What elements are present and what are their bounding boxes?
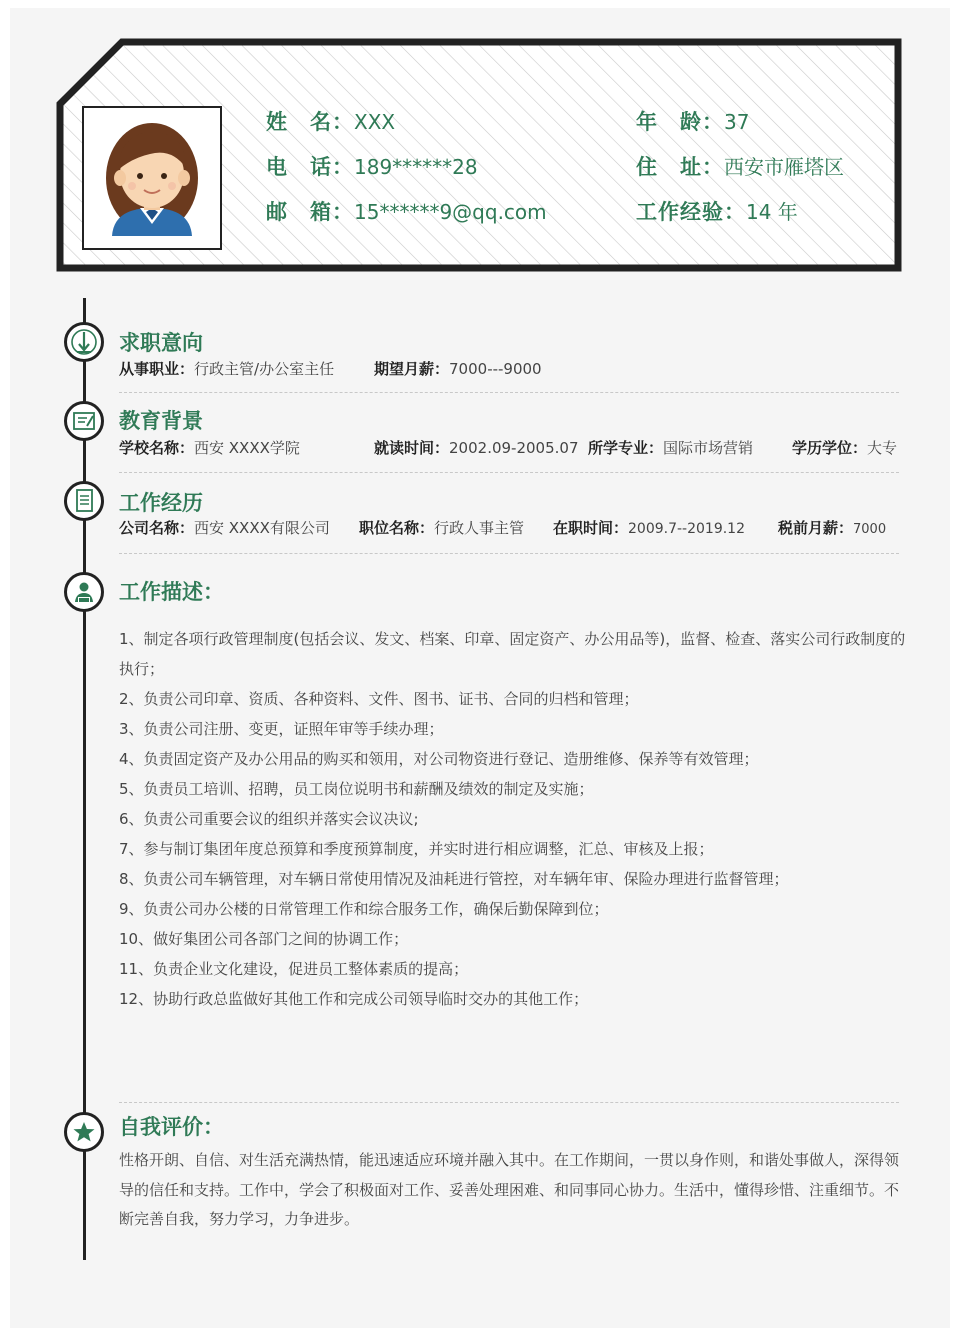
study-period-field: 就读时间：2002.09-2005.07 [374, 439, 579, 457]
occupation-field: 从事职业：行政主管/办公室主任 [119, 360, 335, 378]
work-title: 工作经历 [119, 491, 203, 515]
person-icon [64, 572, 104, 612]
list-item: 12、协助行政总监做好其他工作和完成公司领导临时交办的其他工作； [119, 990, 589, 1008]
pre-tax-salary-field: 税前月薪：7000 [778, 519, 887, 537]
work-description-list [119, 624, 909, 1014]
list-item: 10、做好集团公司各部门之间的协调工作； [119, 930, 409, 948]
divider [119, 553, 899, 554]
name-value: XXX [354, 110, 396, 134]
education-title: 教育背景 [119, 409, 203, 433]
phone-row: 电 话：189******28 [266, 155, 478, 179]
certificate-icon [64, 401, 104, 441]
document-icon [64, 481, 104, 521]
expected-salary-field: 期望月薪：7000---9000 [374, 360, 542, 378]
avatar [82, 106, 222, 250]
experience-value: 14 年 [746, 200, 798, 224]
degree-field: 学历学位：大专 [792, 439, 898, 457]
divider [119, 472, 899, 473]
list-item: 4、负责固定资产及办公用品的购买和领用，对公司物资进行登记、造册维修、保养等有效管理； [119, 750, 759, 768]
self-evaluation-title: 自我评价： [119, 1115, 224, 1139]
tenure-field: 在职时间：2009.7--2019.12 [553, 519, 745, 537]
list-item: 3、负责公司注册、变更，证照年审等手续办理； [119, 720, 444, 738]
age-value: 37 [724, 110, 750, 134]
job-intention-title: 求职意向 [119, 331, 203, 355]
list-item: 1、制定各项行政管理制度(包括会议、发文、档案、印章、固定资产、办公用品等)，监督、检查、落实公司行政制度的执行； [119, 630, 906, 678]
list-item: 11、负责企业文化建设，促进员工整体素质的提高； [119, 960, 469, 978]
major-field: 所学专业：国际市场营销 [588, 439, 754, 457]
list-item: 5、负责员工培训、招聘，员工岗位说明书和薪酬及绩效的制定及实施； [119, 780, 594, 798]
experience-row: 工作经验：14 年 [636, 200, 798, 224]
divider [119, 392, 899, 393]
compass-icon [64, 322, 104, 362]
email-row: 邮 箱：15******9@qq.com [266, 200, 547, 224]
address-row: 住 址：西安市雁塔区 [636, 155, 844, 179]
work-description-title: 工作描述： [119, 580, 224, 604]
list-item: 9、负责公司办公楼的日常管理工作和综合服务工作，确保后勤保障到位； [119, 900, 609, 918]
star-icon [64, 1112, 104, 1152]
school-field: 学校名称：西安 XXXX学院 [119, 439, 300, 457]
list-item: 2、负责公司印章、资质、各种资料、文件、图书、证书、合同的归档和管理； [119, 690, 639, 708]
divider [119, 1102, 899, 1103]
age-row: 年 龄：37 [636, 110, 750, 134]
name-row: 姓 名：XXX [266, 110, 396, 134]
phone-value: 189******28 [354, 155, 478, 179]
list-item: 8、负责公司车辆管理，对车辆日常使用情况及油耗进行管控，对车辆年审、保险办理进行监督管理； [119, 870, 789, 888]
company-field: 公司名称：西安 XXXX有限公司 [119, 519, 330, 537]
email-value: 15******9@qq.com [354, 200, 547, 224]
position-field: 职位名称：行政人事主管 [359, 519, 525, 537]
list-item: 6、负责公司重要会议的组织并落实会议决议; [119, 810, 419, 828]
self-evaluation-text: 性格开朗、自信、对生活充满热情，能迅速适应环境并融入其中。在工作期间，一贯以身作则，和谐处事做人，深得领导的信任和支持。工作中，学会了积极面对工作、妥善处理困难、和同事同心协力。生活中，懂得珍惜、注重细节。不断完善自我，努力学习，力争进步。 [119, 1151, 900, 1228]
address-value: 西安市雁塔区 [724, 155, 844, 179]
list-item: 7、参与制订集团年度总预算和季度预算制度，并实时进行相应调整，汇总、审核及上报； [119, 840, 714, 858]
